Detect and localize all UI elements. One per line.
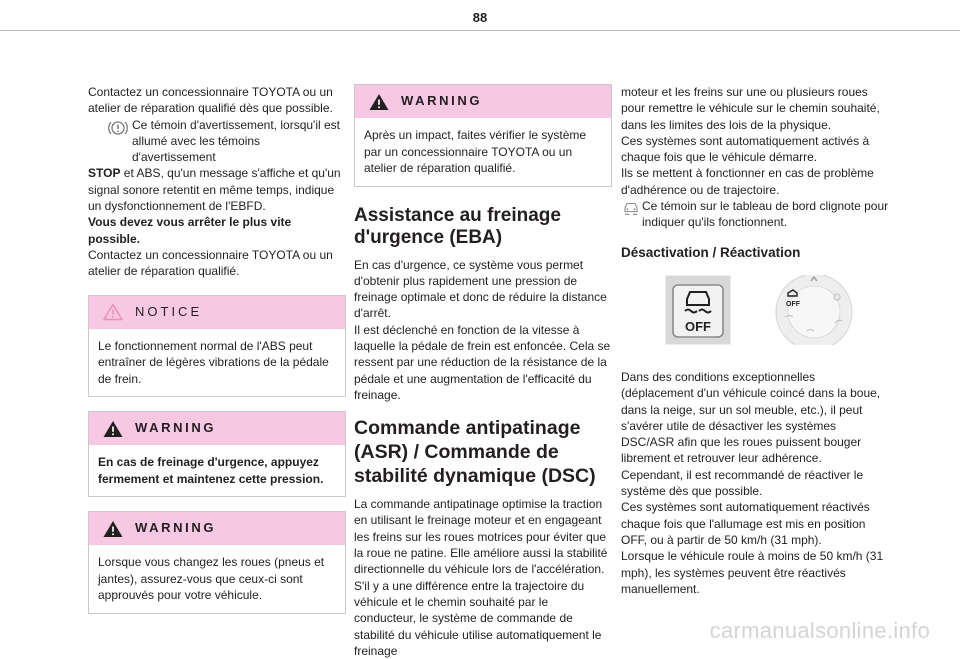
column-2 (354, 84, 612, 659)
page-number: 88 (472, 10, 488, 25)
paragraph: Ces systèmes sont automatiquement activés à chaque fois que le véhicule démarre. (621, 133, 870, 165)
dial-off-label: OFF (786, 300, 800, 308)
paragraph: Il est déclenché en fonction de la vitesse à laquelle la pédale de frein est enfoncée. Cela se ressent par une réduction de la résistance de la pédale et une augmentation de l'efficacité du freinage. (354, 322, 611, 402)
warning-triangle-icon (103, 520, 123, 538)
notice-triangle-icon (103, 303, 123, 321)
paragraph: La commande antipatinage optimise la traction en utilisant le freinage moteur et en engageant les freins sur les roues motrices pour éviter que la roue ne patine. Elle améliore aussi la stabilité directionnelle du véhicule lors de l'accélération. S'il y a une différence entre la trajectoire du véhicule et le chemin souhaité par le conducteur, le système de commande de stabilité du véhicule utilise automatiquement le freinage (354, 497, 608, 658)
column-1 (88, 84, 346, 614)
skid-warning-icon (621, 200, 641, 218)
warning-box (88, 411, 346, 497)
notice-text: Le fonctionnement normal de l'ABS peut entraîner de légères vibrations de la pédale de frein. (98, 338, 329, 386)
warning-title: WARNING (135, 420, 217, 436)
button-images (621, 275, 889, 345)
paragraph: Ces systèmes sont automatiquement réactivés chaque fois que l'allumage est mis en position OFF, ou à partir de 50 km/h (31 mph). (621, 500, 870, 547)
off-label: OFF (685, 318, 711, 334)
notice-title: NOTICE (135, 303, 203, 319)
paragraph: Ils se mettent à fonctionner en cas de problème d'adhérence ou de trajectoire. (621, 166, 874, 197)
notice-box (88, 295, 346, 398)
subsection-heading: Désactivation / Réactivation (621, 244, 801, 260)
warning-header (355, 85, 611, 118)
drive-mode-dial-image (771, 275, 857, 345)
warning-title: WARNING (401, 93, 483, 109)
notice-header (89, 296, 345, 329)
warning-light-icon (108, 119, 128, 137)
warning-header (89, 412, 345, 445)
warning-text: En cas de freinage d'urgence, appuyez fermement et maintenez cette pression. (98, 455, 324, 486)
paragraph (88, 165, 346, 214)
icon-paragraph (621, 198, 889, 231)
warning-text: Après un impact, faites vérifier le système par un concessionnaire TOYOTA ou un atelier de réparation qualifié. (364, 128, 587, 175)
warning-header (89, 512, 345, 545)
paragraph: En cas d'urgence, ce système vous permet d'obtenir plus rapidement une pression de freinage optimale et donc de réduire la distance d'arrêt. (354, 257, 607, 321)
paragraph: Ce témoin d'avertissement, lorsqu'il est allumé avec les témoins d'avertissement (132, 117, 341, 165)
paragraph: Ce témoin sur le tableau de bord clignote pour indiquer qu'ils fonctionnent. (642, 199, 889, 230)
section-heading: Assistance au freinage d'urgence (EBA) (354, 204, 561, 248)
warning-box (354, 84, 612, 187)
paragraph: Lorsque le véhicule roule à moins de 50 km/h (31 mph), les systèmes peuvent être réactivés manuellement. (621, 549, 884, 596)
warning-text: Lorsque vous changez les roues (pneus et jantes), assurez-vous que ceux-ci sont approuvés pour votre véhicule. (98, 555, 325, 603)
column-3 (621, 84, 889, 597)
icon-paragraph (88, 117, 346, 166)
bold-paragraph: Vous devez vous arrêter le plus vite possible. (88, 215, 292, 246)
paragraph: Dans des conditions exceptionnelles (déplacement d'un véhicule coincé dans la boue, dans la neige, sur un sol meuble, etc.), il peut s'avérer utile de désactiver les systèmes DSC/ASR afin que les roues puissent bouger librement et retrouver leur adhérence. (621, 369, 881, 466)
section-heading: Commande antipatinage (ASR) / Commande de stabilité dynamique (DSC) (354, 417, 596, 488)
warning-triangle-icon (103, 420, 123, 438)
paragraph: Contactez un concessionnaire TOYOTA ou un atelier de réparation qualifié. (88, 247, 333, 279)
footer-watermark[interactable]: carmanualsonline.info (709, 618, 930, 643)
header-divider (0, 30, 960, 31)
warning-title: WARNING (135, 520, 217, 536)
dsc-off-switch-image (665, 275, 731, 345)
warning-triangle-icon (369, 93, 389, 111)
paragraph: moteur et les freins sur une ou plusieurs roues pour remettre le véhicule sur le chemin souhaité, dans les limites des lois de la physique. (621, 85, 880, 132)
stop-label: STOP (88, 166, 121, 181)
paragraph-text: et ABS, qu'un message s'affiche et qu'un signal sonore retentit en même temps, indique un dysfonctionnement de l'EBFD. (88, 166, 341, 214)
paragraph: Cependant, il est recommandé de réactiver le système dès que possible. (621, 467, 864, 499)
paragraph: Contactez un concessionnaire TOYOTA ou un atelier de réparation qualifié dès que possible. (88, 85, 333, 116)
warning-box (88, 511, 346, 614)
